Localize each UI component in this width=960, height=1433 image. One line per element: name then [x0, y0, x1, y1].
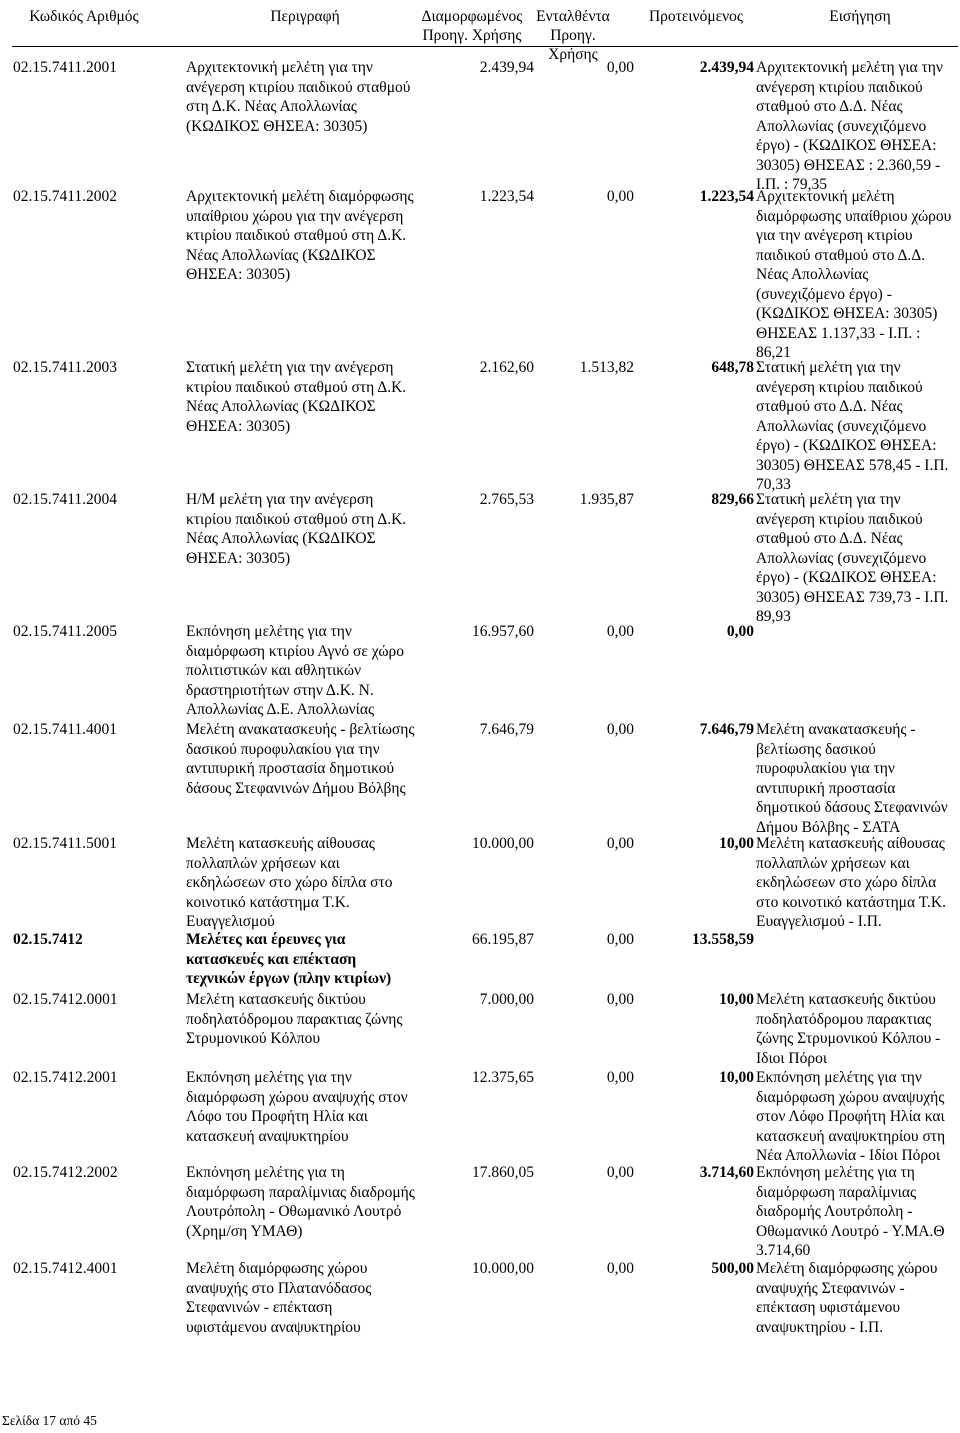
row-proposal: Αρχιτεκτονική μελέτη διαμόρφωσης υπαίθριου χώρου για την ανέγερση κτιρίου παιδικού σταθμού στο Δ.Δ. Νέας Απολλωνίας (συνεχιζόμενο έργο) - (ΚΩΔΙΚΟΣ ΘΗΣΕΑ: 30305) ΘΗΣΕΑΣ 1.137,33 - Ι.Π. : 86,21 — [756, 188, 952, 361]
row-proposal: Εκπόνηση μελέτης για την διαμόρφωση χώρου αναψυχής στον Λόφο Προφήτη Ηλία και κατασκευή αναψυκτηρίου στη Νέα Απολλωνία - Ιδίοι Πόροι — [756, 1069, 946, 1164]
row-description: Αρχιτεκτονική μελέτη για την ανέγερση κτιρίου παιδικού σταθμού στη Δ.Κ. Νέας Απολλωνίας (ΚΩΔΙΚΟΣ ΘΗΣΕΑ: 30305) — [186, 59, 411, 135]
header-proposed: Προτεινόμενος — [648, 8, 744, 25]
header-rule — [12, 46, 958, 47]
row-description: Αρχιτεκτονική μελέτη διαμόρφωσης υπαίθριου χώρου για την ανέγερση κτιρίου παιδικού σταθμού στη Δ.Κ. Νέας Απολλωνίας (ΚΩΔΙΚΟΣ ΘΗΣΕΑ: 30305) — [186, 188, 414, 283]
row-proposed: 2.439,94 — [699, 59, 754, 76]
row-code: 02.15.7411.4001 — [13, 721, 118, 738]
row-code: 02.15.7412.0001 — [13, 991, 118, 1008]
row-description: Μελέτη ανακατασκευής - βελτίωσης δασικού πυροφυλακίου για την αντιπυρική προστασία δημοτικού δάσους Στεφανινών Δήμου Βόλβης — [186, 721, 415, 797]
row-code: 02.15.7412 — [13, 931, 83, 948]
row-adjusted: 2.439,94 — [479, 59, 534, 76]
row-proposed: 10,00 — [719, 991, 754, 1008]
row-description: Μελέτη κατασκευής αίθουσας πολλαπλών χρήσεων και εκδηλώσεων στο χώρο δίπλα στο κοινοτικό κατάστημα Τ.Κ. Ευαγγελισμού — [186, 835, 393, 930]
row-adjusted: 10.000,00 — [472, 1260, 534, 1277]
row-proposed: 7.646,79 — [699, 721, 754, 738]
row-code: 02.15.7412.2001 — [13, 1069, 118, 1086]
row-code: 02.15.7412.4001 — [13, 1260, 118, 1277]
header-ordered: Ενταλθέντα Προηγ. Χρήσης — [536, 8, 610, 63]
row-code: 02.15.7411.2003 — [13, 359, 118, 376]
page-number: Σελίδα 17 από 45 — [2, 1413, 97, 1428]
row-proposed: 10,00 — [719, 1069, 754, 1086]
header-code: Κωδικός Αριθμός — [29, 8, 139, 25]
row-ordered: 0,00 — [606, 623, 634, 640]
row-proposed: 10,00 — [719, 835, 754, 852]
row-proposed: 500,00 — [711, 1260, 754, 1277]
row-adjusted: 12.375,65 — [472, 1069, 534, 1086]
row-ordered: 0,00 — [606, 59, 634, 76]
row-ordered: 0,00 — [606, 1260, 634, 1277]
row-description: Εκπόνηση μελέτης για την διαμόρφωση χώρου αναψυχής στον Λόφο του Προφήτη Ηλία και κατασκευή αναψυκτηρίου — [186, 1069, 408, 1145]
row-proposal: Εκπόνηση μελέτης για τη διαμόρφωση παραλίμνιας διαδρομής Λουτρόπολη - Οθωμανικό Λουτρό - Υ.ΜΑ.Θ 3.714,60 — [756, 1164, 945, 1259]
row-description: Η/Μ μελέτη για την ανέγερση κτιρίου παιδικού σταθμού στη Δ.Κ. Νέας Απολλωνίας (ΚΩΔΙΚΟΣ ΘΗΣΕΑ: 30305) — [186, 491, 407, 567]
row-proposed: 0,00 — [726, 623, 754, 640]
row-adjusted: 10.000,00 — [472, 835, 534, 852]
row-code: 02.15.7411.5001 — [13, 835, 118, 852]
row-ordered: 0,00 — [606, 188, 634, 205]
row-ordered: 0,00 — [606, 1069, 634, 1086]
row-adjusted: 17.860,05 — [472, 1164, 534, 1181]
row-proposal: Στατική μελέτη για την ανέγερση κτιρίου παιδικού σταθμού στο Δ.Δ. Νέας Απολλωνίας (συνεχιζόμενο έργο) - (ΚΩΔΙΚΟΣ ΘΗΣΕΑ: 30305) ΘΗΣΕΑΣ 578,45 - Ι.Π. 70,33 — [756, 359, 949, 493]
row-adjusted: 7.646,79 — [479, 721, 534, 738]
row-proposal: Μελέτη κατασκευής δικτύου ποδηλατόδρομου παρακτιας ζώνης Στρυμονικού Κόλπου - Ιδιοι Πόροι — [756, 991, 941, 1067]
row-proposed: 1.223,54 — [699, 188, 754, 205]
row-code: 02.15.7411.2004 — [13, 491, 118, 508]
row-proposal: Στατική μελέτη για την ανέγερση κτιρίου παιδικού σταθμού στο Δ.Δ. Νέας Απολλωνίας (συνεχιζόμενο έργο) - (ΚΩΔΙΚΟΣ ΘΗΣΕΑ: 30305) ΘΗΣΕΑΣ 739,73 - Ι.Π. 89,93 — [756, 491, 949, 625]
row-adjusted: 16.957,60 — [472, 623, 534, 640]
row-description: Μελέτες και έρευνες για κατασκευές και επέκταση τεχνικών έργων (πλην κτιρίων) — [186, 931, 392, 987]
row-description: Στατική μελέτη για την ανέγερση κτιρίου παιδικού σταθμού στη Δ.Κ. Νέας Απολλωνίας (ΚΩΔΙΚΟΣ ΘΗΣΕΑ: 30305) — [186, 359, 407, 435]
row-ordered: 0,00 — [606, 1164, 634, 1181]
row-description: Εκπόνηση μελέτης για τη διαμόρφωση παραλίμνιας διαδρομής Λουτρόπολη - Οθωμανικό Λουτρό (Χρημ/ση ΥΜΑΘ) — [186, 1164, 415, 1240]
row-proposal: Μελέτη ανακατασκευής - βελτίωσης δασικού πυροφυλακίου για την αντιπυρική προστασία δημοτικού δάσους Στεφανινών Δήμου Βόλβης - ΣΑΤΑ — [756, 721, 948, 836]
row-proposed: 3.714,60 — [699, 1164, 754, 1181]
row-ordered: 0,00 — [606, 835, 634, 852]
row-proposed: 13.558,59 — [692, 931, 754, 948]
row-adjusted: 1.223,54 — [479, 188, 534, 205]
row-description: Εκπόνηση μελέτης για την διαμόρφωση κτιρίου Αγνό σε χώρο πολιτιστικών και αθλητικών δραστηριοτήτων στην Δ.Κ. Ν. Απολλωνίας Δ.Ε. Απολλωνίας — [186, 623, 405, 718]
header-proposal: Εισήγηση — [829, 8, 891, 25]
row-adjusted: 7.000,00 — [479, 991, 534, 1008]
row-proposal: Μελέτη κατασκευής αίθουσας πολλαπλών χρήσεων και εκδηλώσεων στο χώρο δίπλα στο κοινοτικό κατάστημα Τ.Κ. Ευαγγελισμού - Ι.Π. — [756, 835, 946, 930]
row-description: Μελέτη κατασκευής δικτύου ποδηλατόδρομου παρακτιας ζώνης Στρυμονικού Κόλπου — [186, 991, 403, 1047]
row-proposed: 829,66 — [711, 491, 754, 508]
row-ordered: 0,00 — [606, 931, 634, 948]
row-ordered: 1.513,82 — [579, 359, 634, 376]
row-proposal: Μελέτη διαμόρφωσης χώρου αναψυχής Στεφανινών - επέκταση υφιστάμενου αναψυκτηρίου - Ι.Π. — [756, 1260, 938, 1336]
row-description: Μελέτη διαμόρφωσης χώρου αναψυχής στο Πλατανόδασος Στεφανινών - επέκταση υφιστάμενου αναψυκτηρίου — [186, 1260, 372, 1336]
row-adjusted: 2.162,60 — [479, 359, 534, 376]
header-adjusted: Διαμορφωμένος Προηγ. Χρήσης — [421, 8, 523, 44]
row-ordered: 0,00 — [606, 991, 634, 1008]
row-code: 02.15.7411.2001 — [13, 59, 118, 76]
row-code: 02.15.7411.2005 — [13, 623, 118, 640]
row-proposed: 648,78 — [711, 359, 754, 376]
row-code: 02.15.7411.2002 — [13, 188, 118, 205]
row-ordered: 0,00 — [606, 721, 634, 738]
table-header — [0, 0, 960, 63]
row-adjusted: 2.765,53 — [479, 491, 534, 508]
row-adjusted: 66.195,87 — [472, 931, 534, 948]
row-proposal: Αρχιτεκτονική μελέτη για την ανέγερση κτιρίου παιδικού σταθμού στο Δ.Δ. Νέας Απολλωνίας (συνεχιζόμενο έργο) - (ΚΩΔΙΚΟΣ ΘΗΣΕΑ: 30305) ΘΗΣΕΑΣ : 2.360,59 - Ι.Π. : 79,35 — [756, 59, 943, 193]
row-code: 02.15.7412.2002 — [13, 1164, 118, 1181]
row-ordered: 1.935,87 — [579, 491, 634, 508]
header-description: Περιγραφή — [270, 8, 340, 25]
